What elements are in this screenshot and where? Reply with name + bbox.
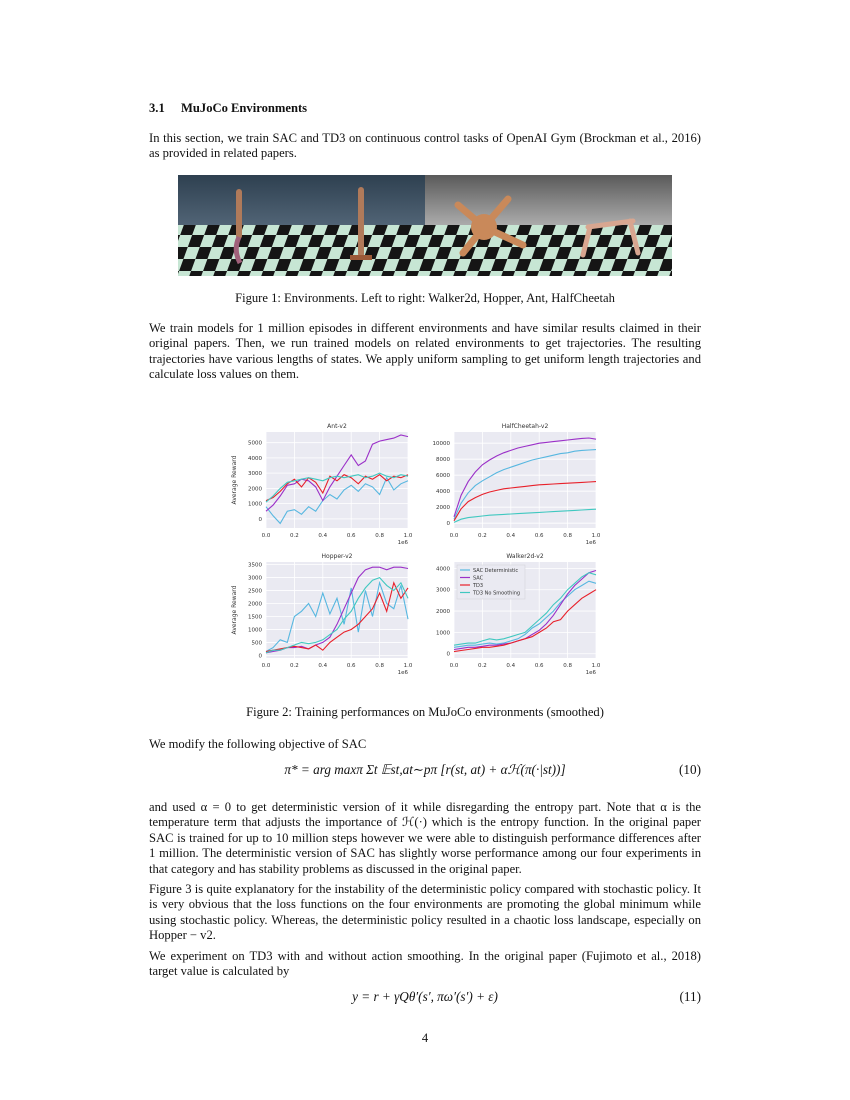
chart-title: Walker2d-v2 xyxy=(506,553,544,560)
chart-title: Hopper-v2 xyxy=(321,553,353,560)
y-tick-label: 1000 xyxy=(248,627,262,634)
figure1-caption: Figure 1: Environments. Left to right: Walker2d, Hopper, Ant, HalfCheetah xyxy=(235,291,615,305)
section-title: MuJoCo Environments xyxy=(181,101,308,115)
section-heading xyxy=(149,101,307,116)
walker2d-body xyxy=(236,189,242,239)
x-tick-label: 0.6 xyxy=(534,533,544,539)
y-tick-label: 0 xyxy=(446,651,450,658)
x-tick-label: 0.8 xyxy=(563,533,572,539)
legend-label: TD3 xyxy=(473,583,484,589)
y-axis-label: Average Reward xyxy=(231,455,238,505)
y-tick-label: 4000 xyxy=(436,566,450,573)
legend-label: TD3 No Smoothing xyxy=(473,590,521,597)
x-tick-label: 0.2 xyxy=(478,533,487,539)
paragraph-alpha: and used α = 0 to get deterministic version of it while disregarding the entropy part. Note that α is the temperature term that adjusts the importance of ℋ(·) which is the entropy function. In the original paper SAC is trained for up to 10 million steps however we were able to distinguish performance differences after 1 million. The deterministic version of SAC has slightly worse performance among our four experiments in that category and has stability problems as discussed in the original paper. xyxy=(149,800,701,876)
y-tick-label: 1000 xyxy=(248,501,262,508)
figure1-environments-image xyxy=(178,175,672,276)
y-tick-label: 0 xyxy=(258,653,262,660)
x-tick-label: 0.8 xyxy=(563,663,572,669)
x-exponent-label: 1e6 xyxy=(397,670,408,676)
paragraph-td3: We experiment on TD3 with and without action smoothing. In the original paper (Fujimoto et al., 2018) target value is calculated by xyxy=(149,949,701,979)
x-tick-label: 0.0 xyxy=(261,533,271,539)
paragraph-intro: In this section, we train SAC and TD3 on continuous control tasks of OpenAI Gym (Brockman et al., 2016) as provided in related papers. xyxy=(149,131,701,161)
y-tick-label: 0 xyxy=(446,521,450,528)
equation-11-number: (11) xyxy=(679,989,701,1004)
figure2-caption: Figure 2: Training performances on MuJoCo environments (smoothed) xyxy=(246,705,604,719)
y-tick-label: 0 xyxy=(258,516,262,523)
y-tick-label: 2000 xyxy=(248,601,262,608)
x-exponent-label: 1e6 xyxy=(585,540,596,546)
x-tick-label: 0.4 xyxy=(318,663,328,669)
y-tick-label: 5000 xyxy=(248,440,262,447)
figure2-training-charts xyxy=(226,418,616,680)
y-tick-label: 3000 xyxy=(248,575,262,582)
paragraph-train: We train models for 1 million episodes in different environments and have similar results claimed in their original papers. Then, we run trained models on related environments to get trajectories. The resulting trajectories have various lengths of states. We apply uniform sampling to get uniform length trajectories and calculate loss values on them. xyxy=(149,321,701,382)
plot-area xyxy=(266,432,408,528)
paragraph-modify: We modify the following objective of SAC xyxy=(149,737,367,751)
y-tick-label: 3500 xyxy=(248,562,262,569)
x-tick-label: 1.0 xyxy=(403,533,413,539)
y-tick-label: 8000 xyxy=(436,457,450,464)
page-number: 4 xyxy=(421,1031,429,1045)
y-tick-label: 3000 xyxy=(436,587,450,594)
legend-label: SAC Deterministic xyxy=(473,568,519,574)
chart-title: Ant-v2 xyxy=(327,423,347,430)
hopper-body xyxy=(358,187,364,257)
section-number: 3.1 xyxy=(149,101,165,115)
y-tick-label: 1500 xyxy=(248,614,262,621)
y-tick-label: 2000 xyxy=(436,505,450,512)
y-tick-label: 2500 xyxy=(248,588,262,595)
x-tick-label: 0.6 xyxy=(534,663,544,669)
x-tick-label: 0.8 xyxy=(375,533,384,539)
paragraph-fig3: Figure 3 is quite explanatory for the instability of the deterministic policy compared with stochastic policy. It is very obvious that the loss functions on the four environments are promoting the global minimum while using stochastic policy. Whereas, the deterministic policy resulted in a chaotic loss landscape, especially on Hopper − v2. xyxy=(149,882,701,943)
x-exponent-label: 1e6 xyxy=(585,670,596,676)
x-tick-label: 0.0 xyxy=(449,533,459,539)
x-tick-label: 1.0 xyxy=(591,663,601,669)
y-tick-label: 1000 xyxy=(436,630,450,637)
x-tick-label: 0.2 xyxy=(478,663,487,669)
x-tick-label: 0.6 xyxy=(346,663,356,669)
y-tick-label: 4000 xyxy=(436,489,450,496)
equation-10-body: π* = arg maxπ Σt 𝔼st,at∼pπ [r(st, at) + αℋ(π(·|st))] xyxy=(284,762,566,777)
equation-11-body: y = r + γQθ′(s′, πω′(s′) + ε) xyxy=(352,989,498,1004)
x-tick-label: 0.6 xyxy=(346,533,356,539)
x-tick-label: 0.0 xyxy=(449,663,459,669)
y-tick-label: 3000 xyxy=(248,471,262,478)
y-tick-label: 6000 xyxy=(436,473,450,480)
y-tick-label: 2000 xyxy=(248,486,262,493)
x-tick-label: 0.4 xyxy=(506,533,516,539)
x-tick-label: 1.0 xyxy=(591,533,601,539)
y-tick-label: 2000 xyxy=(436,609,450,616)
x-tick-label: 0.8 xyxy=(375,663,384,669)
y-tick-label: 4000 xyxy=(248,455,262,462)
equation-10 xyxy=(149,762,701,784)
y-tick-label: 10000 xyxy=(432,441,450,448)
legend-label: SAC xyxy=(473,575,484,582)
y-tick-label: 500 xyxy=(251,640,262,647)
equation-11 xyxy=(149,989,701,1011)
x-tick-label: 0.2 xyxy=(290,533,299,539)
x-tick-label: 0.4 xyxy=(506,663,516,669)
x-exponent-label: 1e6 xyxy=(397,540,408,546)
equation-10-number: (10) xyxy=(679,762,701,777)
x-tick-label: 0.0 xyxy=(261,663,271,669)
x-tick-label: 1.0 xyxy=(403,663,413,669)
x-tick-label: 0.2 xyxy=(290,663,299,669)
x-tick-label: 0.4 xyxy=(318,533,328,539)
y-axis-label: Average Reward xyxy=(231,585,238,635)
chart-title: HalfCheetah-v2 xyxy=(501,423,549,430)
